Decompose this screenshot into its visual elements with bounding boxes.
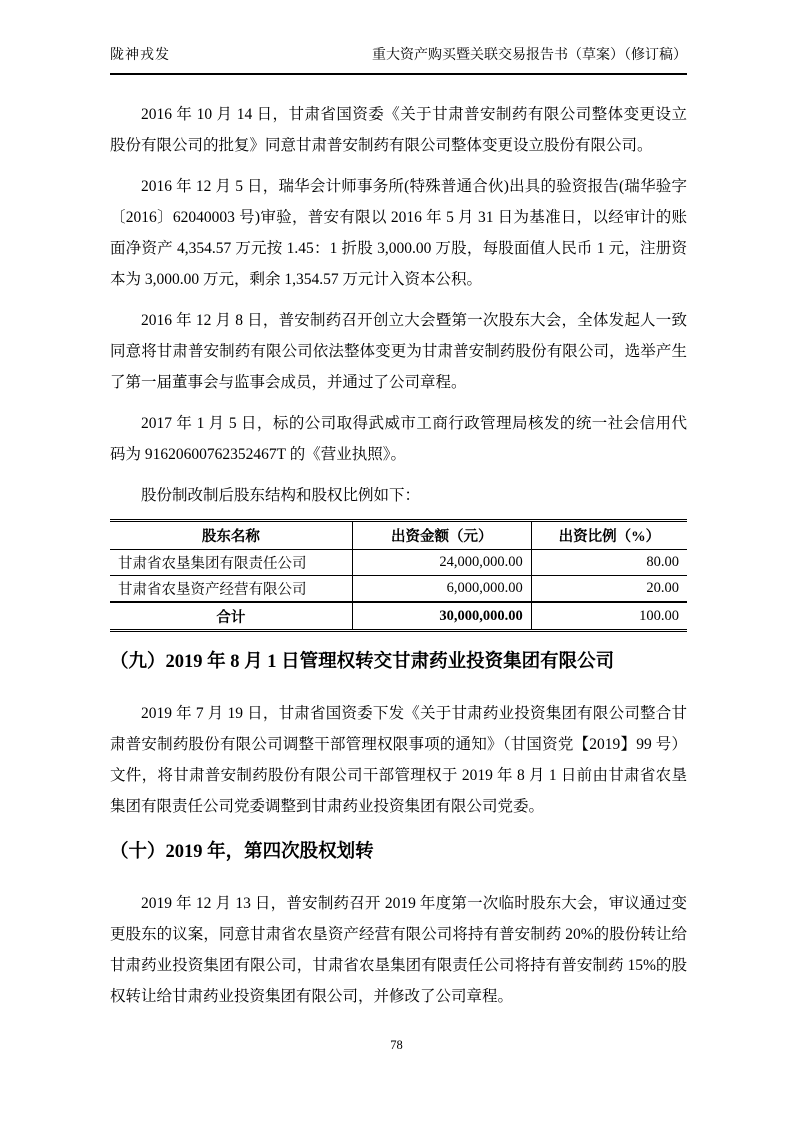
table-total-row — [110, 602, 687, 631]
cell-total-label: 合计 — [110, 602, 352, 631]
table-row — [110, 576, 687, 603]
header-report-title: 重大资产购买暨关联交易报告书（草案）（修订稿） — [372, 48, 687, 63]
paragraph-capital-verification-2016-12-5: 2016 年 12 月 5 日，瑞华会计师事务所(特殊普通合伙)出具的验资报告(瑞华验字〔2016〕62040003 号)审验，普安有限以 2016 年 5 月 31 日为基准日，以经审计的账面净资产 4,354.57 万元按 1.45：1 折股 3,000.00 万股，每股面值人民币 1 元，注册资本为 3,000.00 万元，剩余 1,354.57 万元计入资本公积。 — [110, 178, 687, 288]
column-header-contribution-amount: 出资金额（元） — [352, 521, 531, 550]
table-row — [110, 550, 687, 576]
document-body — [110, 99, 687, 1012]
cell-total-amount: 30,000,000.00 — [352, 602, 531, 631]
running-header — [110, 46, 687, 75]
table-header-row — [110, 521, 687, 550]
paragraph-business-license-2017-1-5: 2017 年 1 月 5 日，标的公司取得武威市工商行政管理局核发的统一社会信用代码为 91620600762352467T 的《营业执照》。 — [110, 415, 687, 463]
paragraph-founding-meeting-2016-12-8: 2016 年 12 月 8 日，普安制药召开创立大会暨第一次股东大会，全体发起人一致同意将甘肃普安制药有限公司依法整体变更为甘肃普安制药股份有限公司，选举产生了第一届董事会与监事会成员，并通过了公司章程。 — [110, 312, 687, 391]
cell-contribution-ratio: 20.00 — [531, 576, 687, 603]
cell-contribution-ratio: 80.00 — [531, 550, 687, 576]
cell-total-ratio: 100.00 — [531, 602, 687, 631]
cell-shareholder-name: 甘肃省农垦资产经营有限公司 — [110, 576, 352, 603]
column-header-shareholder-name: 股东名称 — [110, 521, 352, 550]
cell-shareholder-name: 甘肃省农垦集团有限责任公司 — [110, 550, 352, 576]
column-header-contribution-ratio: 出资比例（%） — [531, 521, 687, 550]
page-number: 78 — [390, 1038, 403, 1052]
cell-contribution-amount: 6,000,000.00 — [352, 576, 531, 603]
shareholder-structure-table — [110, 519, 687, 632]
paragraph-section-9-body: 2019 年 7 月 19 日，甘肃省国资委下发《关于甘肃药业投资集团有限公司整合甘肃普安制药股份有限公司调整干部管理权限事项的通知》（甘国资党【2019】99 号）文件，将甘肃普安制药股份有限公司干部管理权于 2019 年 8 月 1 日前由甘肃省农垦集团有限责任公司党委调整到甘肃药业投资集团有限公司党委。 — [110, 705, 687, 815]
paragraph-approval-2016-10-14: 2016 年 10 月 14 日，甘肃省国资委《关于甘肃普安制药有限公司整体变更设立股份有限公司的批复》同意甘肃普安制药有限公司整体变更设立股份有限公司。 — [110, 106, 687, 154]
cell-contribution-amount: 24,000,000.00 — [352, 550, 531, 576]
section-heading-10: （十）2019 年，第四次股权划转 — [110, 842, 374, 862]
section-heading-9: （九）2019 年 8 月 1 日管理权转交甘肃药业投资集团有限公司 — [110, 652, 615, 672]
paragraph-section-10-body: 2019 年 12 月 13 日，普安制药召开 2019 年度第一次临时股东大会，审议通过变更股东的议案，同意甘肃省农垦资产经营有限公司将持有普安制药 20%的股份转让给甘肃药业投资集团有限公司，甘肃省农垦集团有限责任公司将持有普安制药 15%的股权转让给甘肃药业投资集团有限公司，并修改了公司章程。 — [110, 895, 687, 1005]
table-intro-text: 股份制改制后股东结构和股权比例如下： — [141, 487, 421, 504]
header-company-name: 陇神戎发 — [110, 48, 170, 63]
